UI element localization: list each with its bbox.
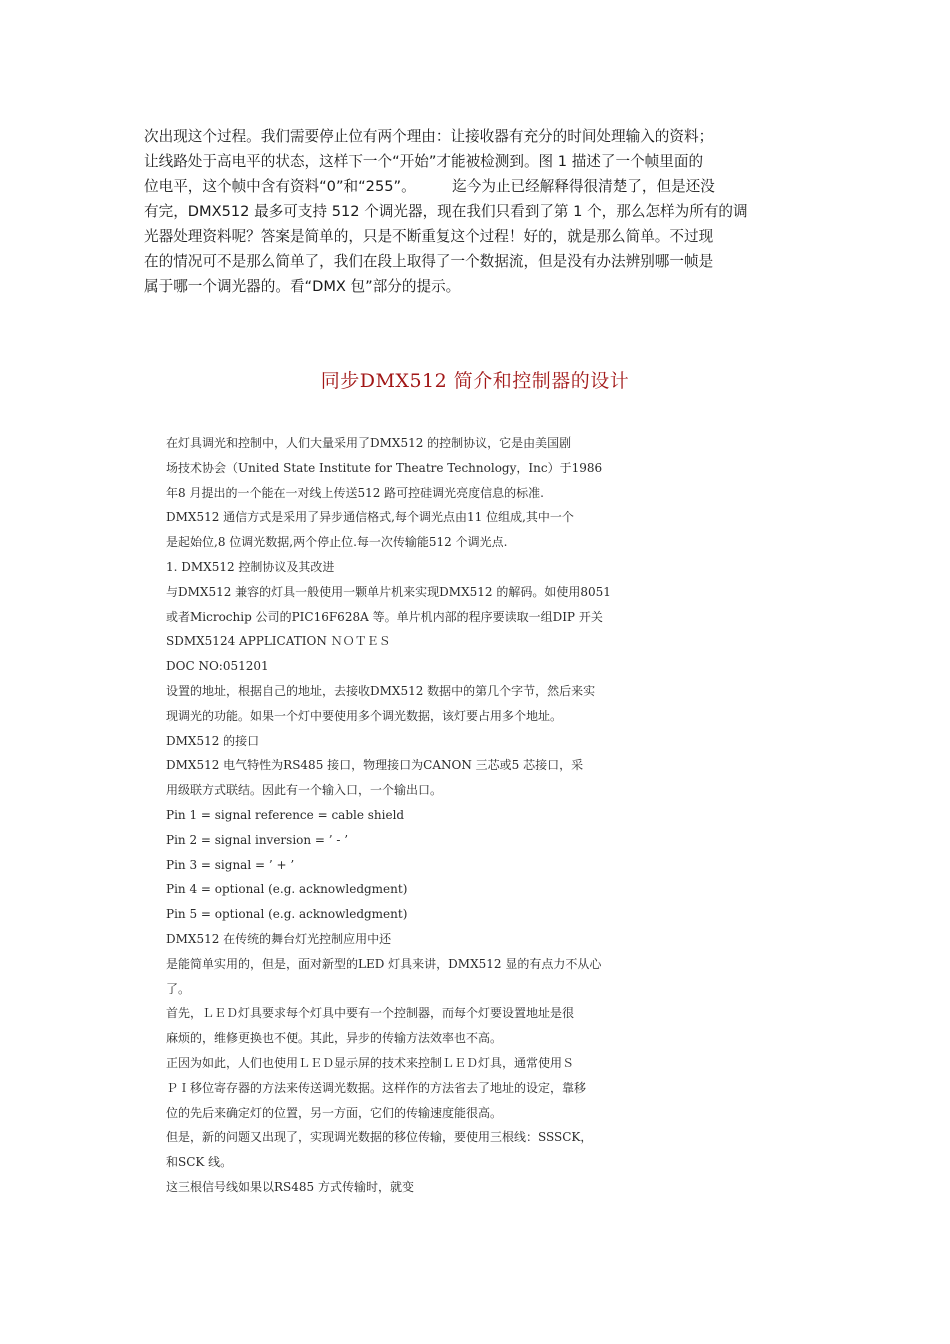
body-line: 在灯具调光和控制中，人们大量采用了DMX512 的控制协议，它是由美国剧 xyxy=(166,436,572,450)
intro-line: 在的情况可不是那么简单了，我们在段上取得了一个数据流，但是没有办法辨别哪一帧是 xyxy=(144,253,714,270)
body-line: 了。 xyxy=(166,981,191,996)
body-line: DMX512 通信方式是采用了异步通信格式,每个调光点由11 位组成,其中一个 xyxy=(166,510,574,525)
body-line: 1. DMX512 控制协议及其改进 xyxy=(166,559,335,574)
body-line: 但是，新的问题又出现了，实现调光数据的移位传输，要使用三根线：SSSCK， xyxy=(166,1130,593,1145)
intro-line: 属于哪一个调光器的。看“DMX 包”部分的提示。 xyxy=(144,278,461,295)
body-line: 麻烦的，维修更换也不便。其此，异步的传输方法效率也不高。 xyxy=(166,1031,503,1046)
intro-line: 光器处理资料呢？答案是简单的，只是不断重复这个过程！好的，就是那么简单。不过现 xyxy=(144,228,714,245)
body-line: 与DMX512 兼容的灯具一般使用一颗单片机来实现DMX512 的解码。如使用8051 xyxy=(166,584,611,599)
body-line: DOC NO:051201 xyxy=(166,659,269,674)
section-title: 同步DMX512 简介和控制器的设计 xyxy=(320,370,630,392)
body-line: Pin 2 = signal inversion = ’ - ’ xyxy=(166,832,349,847)
intro-paragraph xyxy=(144,124,808,299)
body-line: 或者Microchip 公司的PIC16F628A 等。单片机内部的程序要读取一组DIP 开关 xyxy=(166,609,603,624)
body-line: 是能简单实用的，但是，面对新型的LED 灯具来讲，DMX512 显的有点力不从心 xyxy=(166,956,602,971)
body-line: ＰＩ移位寄存器的方法来传送调光数据。这样作的方法省去了地址的设定，靠移 xyxy=(166,1080,587,1095)
body-line: 这三根信号线如果以RS485 方式传输时，就变 xyxy=(166,1179,414,1194)
body-line: Pin 3 = signal = ’ + ’ xyxy=(166,857,295,872)
body-line: Pin 5 = optional (e.g. acknowledgment) xyxy=(166,907,408,922)
body-line: 设置的地址，根据自己的地址，去接收DMX512 数据中的第几个字节，然后来实 xyxy=(166,683,596,698)
intro-line: 让线路处于高电平的状态，这样下一个“开始”才能被检测到。图 1 描述了一个帧里面的 xyxy=(144,153,704,170)
intro-line: 有完，DMX512 最多可支持 512 个调光器，现在我们只看到了第 1 个，那么怎样为所有的调 xyxy=(144,203,748,220)
body-line: Pin 4 = optional (e.g. acknowledgment) xyxy=(166,882,408,897)
body-line: SDMX5124 APPLICATION ＮＯＴＥＳ xyxy=(166,634,391,649)
body-line: 年8 月提出的一个能在一对线上传送512 路可控硅调光亮度信息的标准. xyxy=(166,485,544,500)
body-line: Pin 1 = signal reference = cable shield xyxy=(166,807,405,822)
body-line: 首先，ＬＥＤ灯具要求每个灯具中要有一个控制器，而每个灯要设置地址是很 xyxy=(166,1006,575,1021)
body-line: 现调光的功能。如果一个灯中要使用多个调光数据，该灯要占用多个地址。 xyxy=(166,708,563,723)
body-line: 场技术协会（United State Institute for Theatre Technology，Inc）于1986 xyxy=(166,460,603,475)
body-line: 位的先后来确定灯的位置，另一方面，它们的传输速度能很高。 xyxy=(166,1105,503,1120)
intro-line: 次出现这个过程。我们需要停止位有两个理由：让接收器有充分的时间处理输入的资料； xyxy=(144,128,714,145)
intro-line: 位电平，这个帧中含有资料“0”和“255”。 迄今为止已经解释得很清楚了，但是还没 xyxy=(144,178,715,195)
body-text xyxy=(166,431,686,1200)
body-line: 用级联方式联结。因此有一个输入口，一个输出口。 xyxy=(166,783,443,798)
body-line: 正因为如此，人们也使用ＬＥＤ显示屏的技术来控制ＬＥＤ灯具，通常使用Ｓ xyxy=(166,1055,575,1070)
body-line: DMX512 电气特性为RS485 接口，物理接口为CANON 三芯或5 芯接口，采 xyxy=(166,758,584,773)
body-line: 和SCK 线。 xyxy=(166,1155,233,1170)
body-line: 是起始位,8 位调光数据,两个停止位.每一次传输能512 个调光点. xyxy=(166,535,508,550)
body-line: DMX512 在传统的舞台灯光控制应用中还 xyxy=(166,931,392,946)
body-line: DMX512 的接口 xyxy=(166,733,260,748)
